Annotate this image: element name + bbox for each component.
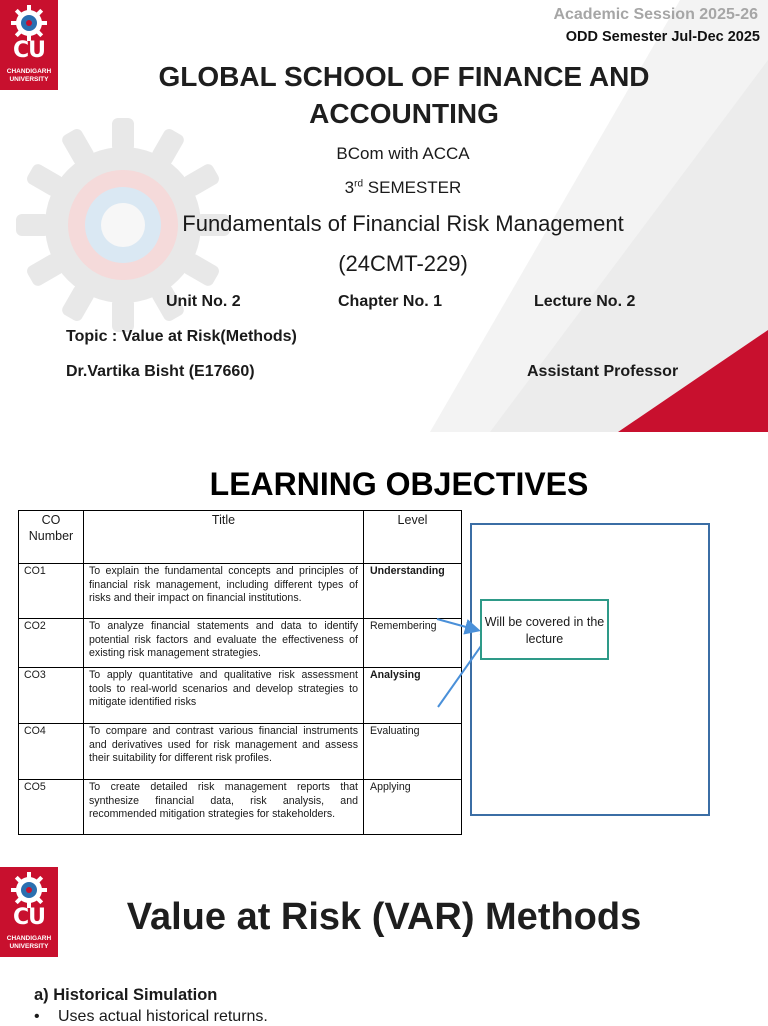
unit-number: Unit No. 2: [166, 293, 241, 310]
co-title: To compare and contrast various financial instruments and derivatives used for risk management and assess their suitability for different risk profiles.: [84, 724, 364, 780]
co-level: Analysing: [364, 668, 462, 724]
bullet-item: [34, 1008, 268, 1026]
school-title: GLOBAL SCHOOL OF FINANCE AND ACCOUNTING: [158, 61, 650, 129]
program-name: BCom with ACCA: [336, 144, 470, 163]
var-methods-slide: [0, 838, 768, 1024]
learning-objectives-slide: [0, 432, 768, 838]
academic-session: Academic Session 2025-26: [553, 6, 758, 23]
blue-frame-box: [470, 523, 710, 816]
semester-number: 3: [344, 178, 355, 197]
cu-logo: [0, 867, 58, 957]
semester-word: SEMESTER: [367, 178, 462, 197]
co-number: CO1: [19, 564, 84, 619]
logo-cu-text: CU: [12, 905, 45, 930]
table-row: [19, 668, 462, 724]
gear-emblem-icon: [10, 4, 48, 42]
co-title: To apply quantitative and qualitative risk assessment tools to real-world scenarios and develop strategies to mitigate identified risks: [84, 668, 364, 724]
table-row: [19, 780, 462, 835]
semester-label: [120, 178, 686, 198]
logo-university-text: CHANDIGARH UNIVERSITY: [6, 935, 52, 950]
co-number: CO2: [19, 619, 84, 668]
course-code: (24CMT-229): [338, 251, 468, 276]
course-name: Fundamentals of Financial Risk Management: [182, 211, 624, 236]
header-co-number: CO Number: [19, 511, 84, 564]
professor-name: Dr.Vartika Bisht (E17660): [66, 363, 255, 380]
section-heading: a) Historical Simulation: [34, 986, 218, 1004]
co-number: CO5: [19, 780, 84, 835]
var-methods-title: Value at Risk (VAR) Methods: [126, 896, 642, 938]
table-row: [19, 564, 462, 619]
co-number: CO3: [19, 668, 84, 724]
co-title: To analyze financial statements and data to identify potential risk factors and evaluate the effectiveness of existing risk management strategies.: [84, 619, 364, 668]
table-header-row: [19, 511, 462, 564]
learning-objectives-title: LEARNING OBJECTIVES: [209, 466, 589, 502]
semester-suffix: rd: [354, 178, 364, 190]
bullet-icon: •: [34, 1008, 40, 1025]
course-outcomes-table: [18, 510, 462, 835]
gear-emblem-icon: [10, 871, 48, 909]
chapter-number: Chapter No. 1: [338, 293, 443, 310]
co-level: Remembering: [364, 619, 462, 668]
semester-period: ODD Semester Jul-Dec 2025: [565, 29, 760, 45]
co-title: To explain the fundamental concepts and principles of financial risk management, including different types of risks and their impact on financial institutions.: [84, 564, 364, 619]
header-title: Title: [84, 511, 364, 564]
red-corner-triangle: [618, 330, 768, 432]
co-title: To create detailed risk management reports that synthesize financial data, risk analysis, and recommended mitigation strategies for stakeholders.: [84, 780, 364, 835]
professor-role: Assistant Professor: [527, 363, 679, 380]
lecture-number: Lecture No. 2: [534, 293, 636, 310]
header-level: Level: [364, 511, 462, 564]
table-row: [19, 724, 462, 780]
logo-cu-text: CU: [12, 38, 45, 63]
co-number: CO4: [19, 724, 84, 780]
cu-logo: [0, 0, 58, 90]
logo-university-text: CHANDIGARH UNIVERSITY: [6, 68, 52, 83]
topic-line: Topic : Value at Risk(Methods): [66, 328, 297, 345]
lecture-coverage-callout: Will be covered in the lecture: [480, 599, 609, 660]
co-level: Understanding: [364, 564, 462, 619]
co-level: Applying: [364, 780, 462, 835]
table-row: [19, 619, 462, 668]
bullet-text: Uses actual historical returns.: [58, 1008, 268, 1025]
co-level: Evaluating: [364, 724, 462, 780]
title-slide: [0, 0, 768, 432]
